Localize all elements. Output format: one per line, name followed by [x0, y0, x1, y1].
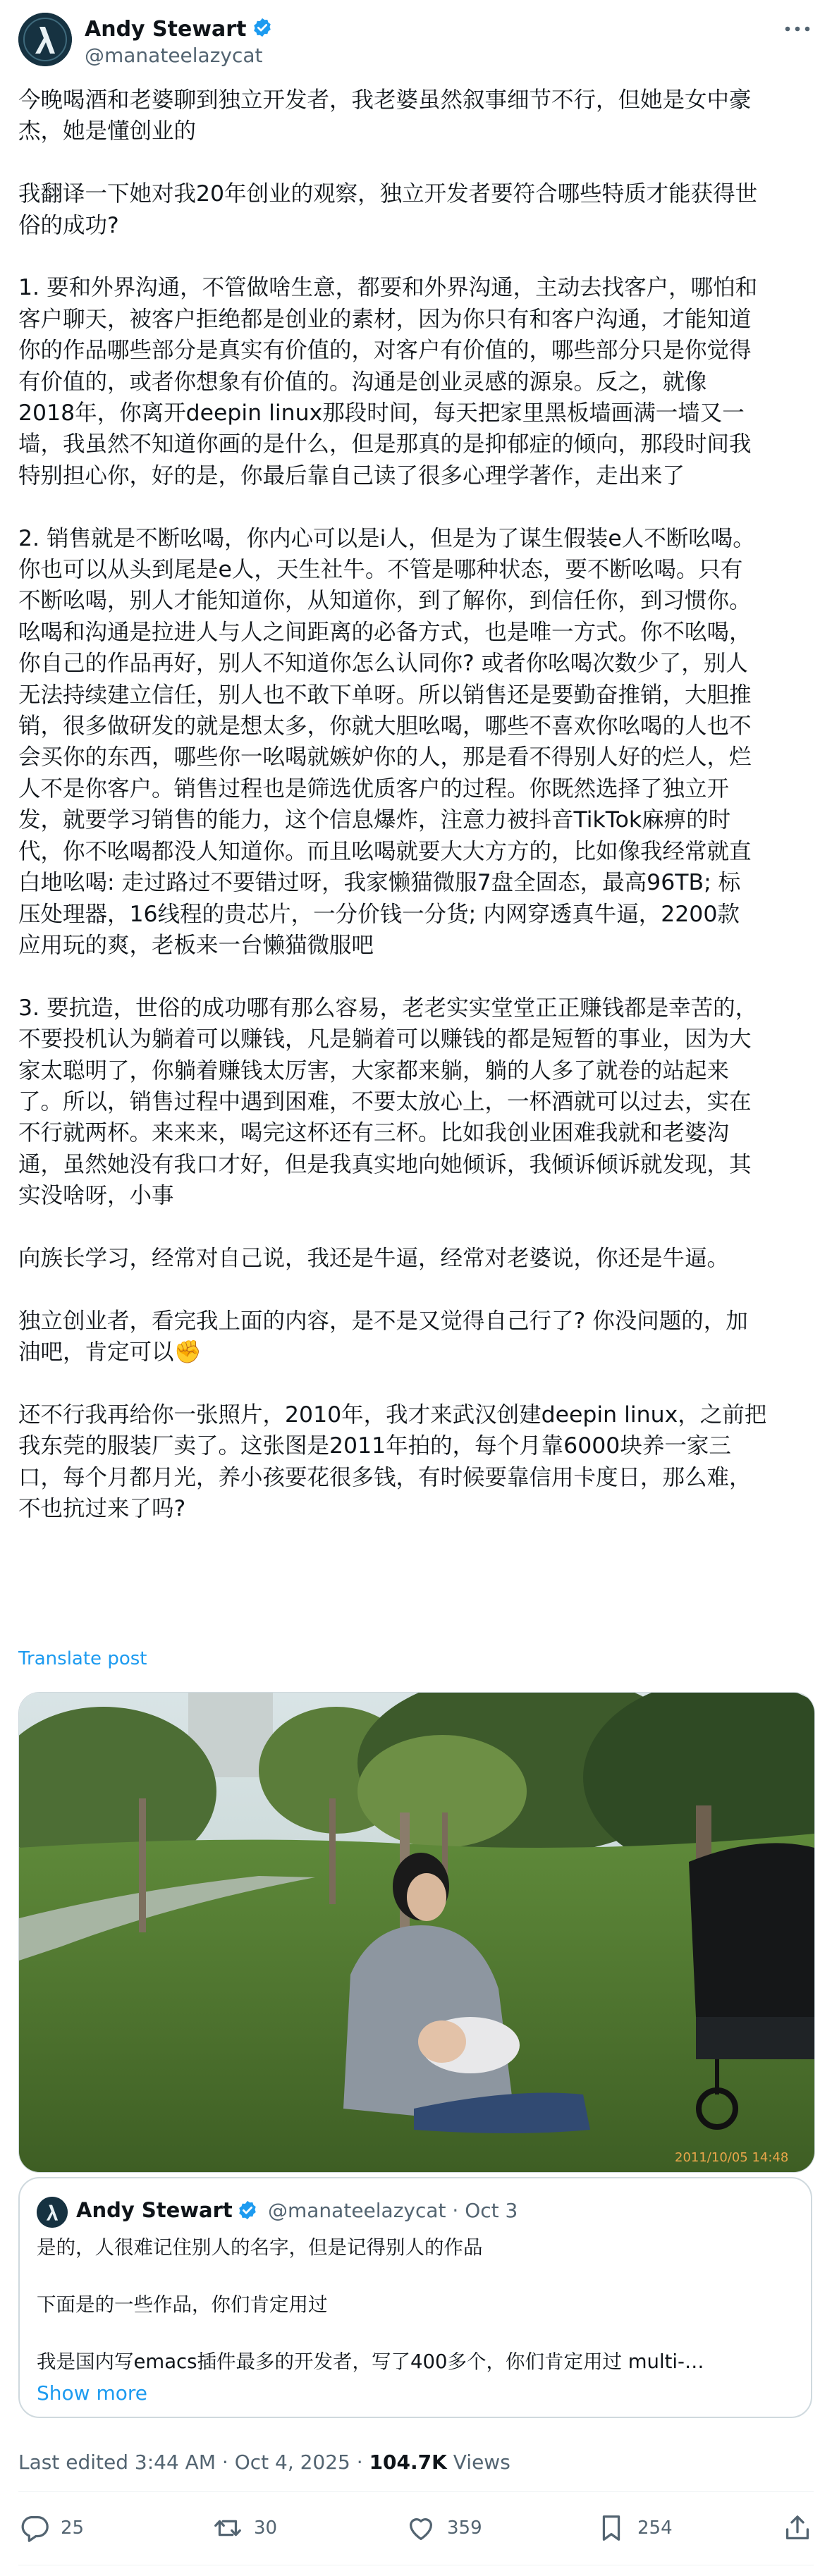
- divider: [18, 2491, 814, 2492]
- post-paragraph: 今晚喝酒和老婆聊到独立开发者，我老婆虽然叙事细节不行，但她是女中豪 杰，她是懂创业的: [18, 87, 752, 145]
- reply-button[interactable]: [18, 2507, 84, 2549]
- quote-author-name: Andy Stewart: [76, 2198, 233, 2222]
- post-time[interactable]: 3:44 AM: [134, 2451, 216, 2474]
- verified-badge-icon: [252, 17, 273, 38]
- repost-count: 30: [254, 2517, 278, 2539]
- quote-meta: @manateelazycat · Oct 3: [268, 2199, 518, 2222]
- post-paragraph: 2. 销售就是不断吆喝，你内心可以是i人，但是为了谋生假装e人不断吆喝。 你也可以从头到尾是e人，天生社牛。不管是哪种状态，要不断吆喝。只有 不断吆喝，别人才能知道你，从知道你，到了解你，到信任你，到习惯你。 吆喝和沟通是拉进人与人之间距离的必备方式，也是唯一方式。你不吆喝， 你自己的作品再好，别人不知道你怎么认同你? 或者你吆喝次数少了，别人 无法持续建立信任，别人也不敢下单呀。所以销售还是要勤奋推销，大胆推 销，很多做研发的就是想太多，你就大胆吆喝，哪些不喜欢你吆喝的人也不 会买你的东西，哪些你一吆喝就嫉妒你的人，那是看不得别人好的烂人，烂 人不是你客户。销售过程也是筛选优质客户的过程。你既然选择了独立开 发，就要学习销售的能力，这个信息爆炸，注意力被抖音TikTok麻痹的时 代，你不吆喝都没人知道你。而且吆喝就要大大方方的，比如像我经常就直 白地吆喝: 走过路过不要错过呀，我家懒猫微服7盘全固态，最高96TB; 标 压处理器，16线程的贵芯片，一分价钱一分货; 内网穿透真牛逼，2200款 应用玩的爽，老板来一台懒猫微服吧: [18, 525, 755, 958]
- post-paragraph: 向族长学习，经常对自己说，我还是牛逼，经常对老婆说，你还是牛逼。: [18, 1245, 730, 1271]
- photo-timestamp: 2011/10/05 14:48: [675, 2150, 789, 2165]
- share-button[interactable]: [781, 2507, 814, 2549]
- post-photo[interactable]: [18, 1692, 815, 2173]
- author-handle[interactable]: @manateelazycat: [85, 44, 263, 67]
- share-icon: [781, 2512, 814, 2544]
- translate-post-link[interactable]: Translate post: [18, 1648, 147, 1669]
- views-label: Views: [453, 2451, 510, 2474]
- show-more-link[interactable]: Show more: [37, 2381, 147, 2405]
- quote-paragraph: 我是国内写emacs插件最多的开发者，写了400多个，你们肯定用过 multi-…: [37, 2350, 704, 2374]
- action-bar: [18, 2507, 814, 2549]
- repost-button[interactable]: [212, 2507, 277, 2549]
- views-count: 104.7K: [369, 2451, 447, 2474]
- post-paragraph: 我翻译一下她对我20年创业的观察，独立开发者要符合哪些特质才能获得世 俗的成功?: [18, 181, 758, 238]
- post-meta: Last edited 3:44 AM · Oct 4, 2025 · 104.7K Views: [18, 2451, 510, 2474]
- more-options-icon[interactable]: [781, 18, 814, 39]
- bookmark-icon: [595, 2512, 628, 2544]
- heart-icon: [405, 2512, 437, 2544]
- reply-count: 25: [61, 2517, 85, 2539]
- lambda-avatar-icon[interactable]: [18, 13, 72, 66]
- quoted-post[interactable]: [18, 2177, 812, 2418]
- reply-icon: [18, 2512, 51, 2544]
- bookmark-count: 254: [637, 2517, 673, 2539]
- quote-text: [37, 2233, 795, 2376]
- post-paragraph: 1. 要和外界沟通，不管做啥生意，都要和外界沟通，主动去找客户，哪怕和 客户聊天，被客户拒绝都是创业的素材，因为你只有和客户沟通，才能知道 你的作品哪些部分是真实有价值的，对客户有价值的，哪些部分只是你觉得 有价值的，或者你想象有价值的。沟通是创业灵感的源泉。反之，就像 2018年，你离开deepin linux那段时间，每天把家里黑板墙画满一墙又一 墙，我虽然不知道你画的是什么，但是那真的是抑郁症的倾向，那段时间我 特别担心你，好的是，你最后靠自己读了很多心理学著作，走出来了: [18, 275, 758, 489]
- post-paragraph: 还不行我再给你一张照片，2010年，我才来武汉创建deepin linux，之前把 我东莞的服装厂卖了。这张图是2011年拍的，每个月靠6000块养一家三 口，每个月都月光，养小孩要花很多钱，有时候要靠信用卡度日，那么难， 不也抗过来了吗?: [18, 1402, 767, 1522]
- repost-icon: [212, 2512, 244, 2544]
- last-edited-label[interactable]: Last edited: [18, 2451, 128, 2474]
- verified-badge-icon: [237, 2200, 258, 2221]
- post-text: [18, 85, 814, 1525]
- like-button[interactable]: [405, 2507, 482, 2549]
- author-name[interactable]: Andy Stewart: [85, 17, 247, 42]
- like-count: 359: [447, 2517, 482, 2539]
- post-paragraph: 3. 要抗造，世俗的成功哪有那么容易，老老实实堂堂正正赚钱都是幸苦的， 不要投机认为躺着可以赚钱，凡是躺着可以赚钱的都是短暂的事业，因为大 家太聪明了，你躺着赚钱太厉害，大家都来躺，躺的人多了就卷的站起来 了。所以，销售过程中遇到困难，不要太放心上，一杯酒就可以过去，实在 不行就两杯。来来来，喝完这杯还有三杯。比如我创业困难我就和老婆沟 通，虽然她没有我口才好，但是我真实地向她倾诉，我倾诉倾诉就发现，其 实没啥呀，小事: [18, 995, 758, 1209]
- quote-paragraph: 下面是的一些作品，你们肯定用过: [37, 2293, 328, 2317]
- quote-paragraph: 是的，人很难记住别人的名字，但是记得别人的作品: [37, 2236, 483, 2259]
- lambda-avatar-icon: [37, 2197, 68, 2228]
- post-date[interactable]: Oct 4, 2025: [234, 2451, 350, 2474]
- post-paragraph: 独立创业者，看完我上面的内容，是不是又觉得自己行了? 你没问题的，加 油吧，肯定可以✊: [18, 1308, 748, 1366]
- bookmark-button[interactable]: [595, 2507, 673, 2549]
- post-header: [18, 13, 814, 69]
